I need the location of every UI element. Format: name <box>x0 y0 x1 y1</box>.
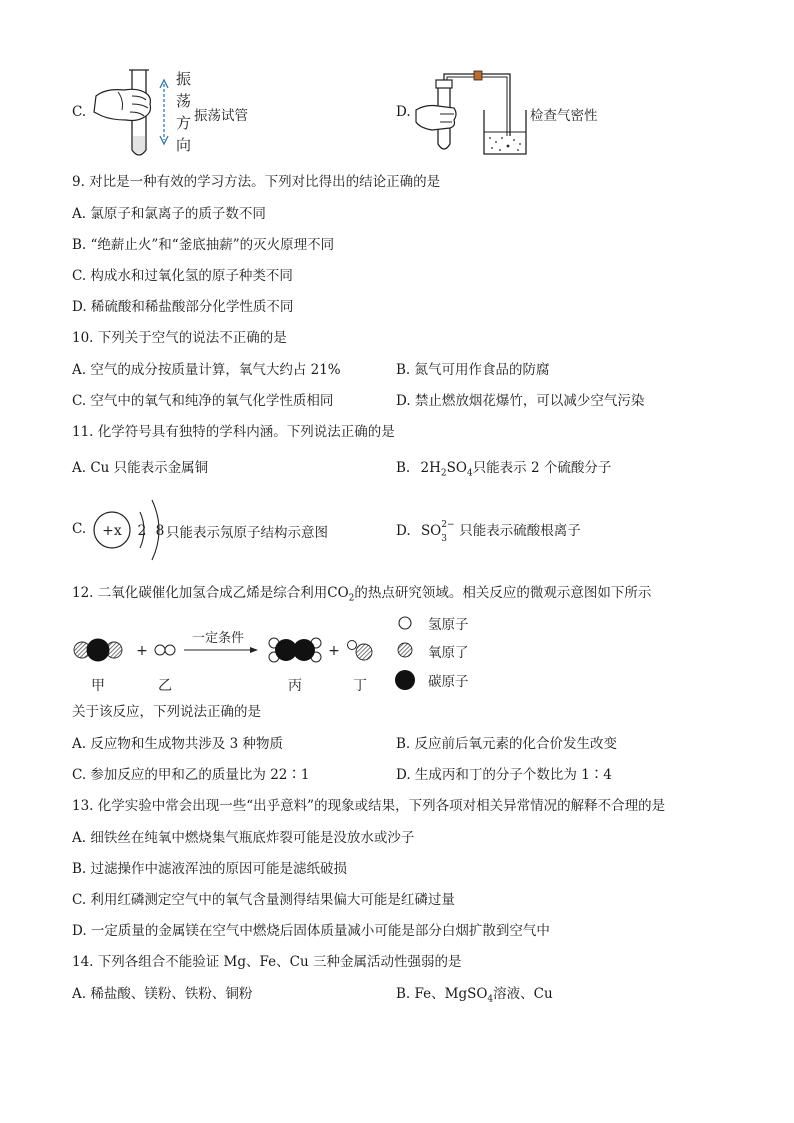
q14-option-a: A. 稀盐酸、镁粉、铁粉、铜粉 <box>72 986 253 1002</box>
label-bing: 丙 <box>288 678 302 694</box>
q14-b-pre: B. Fe、MgSO <box>396 986 488 1002</box>
q11-option-a: A. Cu 只能表示金属铜 <box>72 460 209 476</box>
q8-option-c-caption: 振荡试管 <box>194 108 248 124</box>
q13-option-a: A. 细铁丝在纯氧中燃烧集气瓶底炸裂可能是没放水或沙子 <box>72 830 415 846</box>
q8-option-d-caption: 检查气密性 <box>530 108 598 124</box>
q12-option-a: A. 反应物和生成物共涉及 3 种物质 <box>72 736 284 752</box>
q12-option-c: C. 参加反应的甲和乙的质量比为 22∶1 <box>72 767 310 783</box>
plus-sign-2: + <box>328 643 340 659</box>
label-jia: 甲 <box>91 678 105 694</box>
shaking-test-tube-figure <box>88 66 174 162</box>
q10-option-d: D. 禁止燃放烟花爆竹，可以减少空气污染 <box>396 393 645 409</box>
q11-stem: 11. 化学符号具有独特的学科内涵。下列说法正确的是 <box>72 424 395 440</box>
legend-oxygen-marker <box>398 643 412 657</box>
ion-sub: 3 <box>441 534 447 544</box>
q10-option-c: C. 空气中的氧气和纯净的氧气化学性质相同 <box>72 393 334 409</box>
legend-oxygen-label: 氧原了 <box>428 645 469 661</box>
q8-option-c-label: C. <box>72 104 87 120</box>
q10-option-a: A. 空气的成分按质量计算，氧气大约占 21% <box>72 362 341 378</box>
q11-d-ion <box>420 520 455 544</box>
legend-hydrogen-label: 氢原子 <box>428 617 469 633</box>
formula-sub: 2 <box>440 468 447 479</box>
q11-d-label: D. <box>396 523 411 539</box>
reaction-condition: 一定条件 <box>191 631 245 646</box>
q10-option-b: B. 氮气可用作食品的防腐 <box>396 362 550 378</box>
q9-option-b: B. “绝薪止火”和“釜底抽薪”的灭火原理不同 <box>72 237 335 253</box>
ion-charge: 2− <box>441 520 455 530</box>
label-ding: 丁 <box>353 678 367 694</box>
q13-option-c: C. 利用红磷测定空气中的氧气含量测得结果偏大可能是红磷过量 <box>72 892 455 908</box>
formula-part: 2H <box>420 460 441 476</box>
q11-option-d <box>396 520 581 544</box>
atomic-structure-diagram <box>92 494 172 566</box>
q9-option-c: C. 构成水和过氧化氢的原子种类不同 <box>72 268 293 284</box>
q11-option-b <box>396 458 611 484</box>
direction-char-4: 向 <box>176 136 192 154</box>
q12-option-d: D. 生成丙和丁的分子个数比为 1∶4 <box>396 767 612 783</box>
airtightness-check-figure <box>414 70 528 158</box>
q9-stem: 9. 对比是一种有效的学习方法。下列对比得出的结论正确的是 <box>72 174 441 190</box>
direction-char-3: 方 <box>176 114 192 132</box>
ion-symbol: SO <box>420 523 442 539</box>
legend-carbon-label: 碳原子 <box>428 674 469 690</box>
q11-option-c-text: 只能表示氖原子结构示意图 <box>166 525 328 541</box>
legend-hydrogen-marker <box>399 617 411 629</box>
q12-stem-post: 的热点研究领域。相关反应的微观示意图如下所示 <box>354 585 652 601</box>
formula-sub: 4 <box>466 468 473 479</box>
co2-sub: 2 <box>348 593 355 604</box>
q13-option-d: D. 一定质量的金属镁在空气中燃烧后固体质量减小可能是部分白烟扩散到空气中 <box>72 923 550 939</box>
q11-d-text: 只能表示硫酸根离子 <box>459 523 581 539</box>
q9-option-d: D. 稀硫酸和稀盐酸部分化学性质不同 <box>72 299 294 315</box>
shell-2-electrons: 8 <box>155 523 165 539</box>
q11-b-formula <box>420 460 473 479</box>
q12-intro: 关于该反应，下列说法正确的是 <box>72 704 261 720</box>
q11-option-c-label: C. <box>72 521 87 537</box>
nucleus-charge: +x <box>102 523 122 539</box>
label-yi: 乙 <box>158 678 172 694</box>
q12-option-b: B. 反应前后氧元素的化合价发生改变 <box>396 736 618 752</box>
q13-option-b: B. 过滤操作中滤液浑浊的原因可能是滤纸破损 <box>72 861 348 877</box>
q8-option-d-label: D. <box>396 104 411 120</box>
shell-1-electrons: 2 <box>137 523 147 539</box>
co2-formula: CO <box>327 585 349 601</box>
q14-stem: 14. 下列各组合不能验证 Mg、Fe、Cu 三种金属活动性强弱的是 <box>72 954 462 970</box>
q13-stem: 13. 化学实验中常会出现一些“出乎意料”的现象或结果，下列各项对相关异常情况的解释不合理的是 <box>72 798 666 814</box>
q14-b-post: 溶液、Cu <box>493 986 553 1002</box>
q11-b-text: 只能表示 2 个硫酸分子 <box>472 460 612 476</box>
q11-b-label: B. <box>396 460 411 476</box>
formula-part: SO <box>446 460 467 476</box>
q14-b-sub: 4 <box>487 994 494 1005</box>
reaction-micro-diagram <box>70 612 380 696</box>
q10-stem: 10. 下列关于空气的说法不正确的是 <box>72 330 287 346</box>
atom-legend <box>392 612 420 696</box>
direction-char-2: 荡 <box>176 92 192 110</box>
direction-char-1: 振 <box>176 70 192 88</box>
shake-direction-label <box>176 68 194 156</box>
q12-stem <box>72 583 651 609</box>
q9-option-a: A. 氯原子和氯离子的质子数不同 <box>72 206 266 222</box>
legend-carbon-marker <box>395 670 415 690</box>
plus-sign-1: + <box>136 643 148 659</box>
q14-option-b <box>396 984 553 1010</box>
q12-stem-pre: 12. 二氧化碳催化加氢合成乙烯是综合利用 <box>72 585 328 601</box>
